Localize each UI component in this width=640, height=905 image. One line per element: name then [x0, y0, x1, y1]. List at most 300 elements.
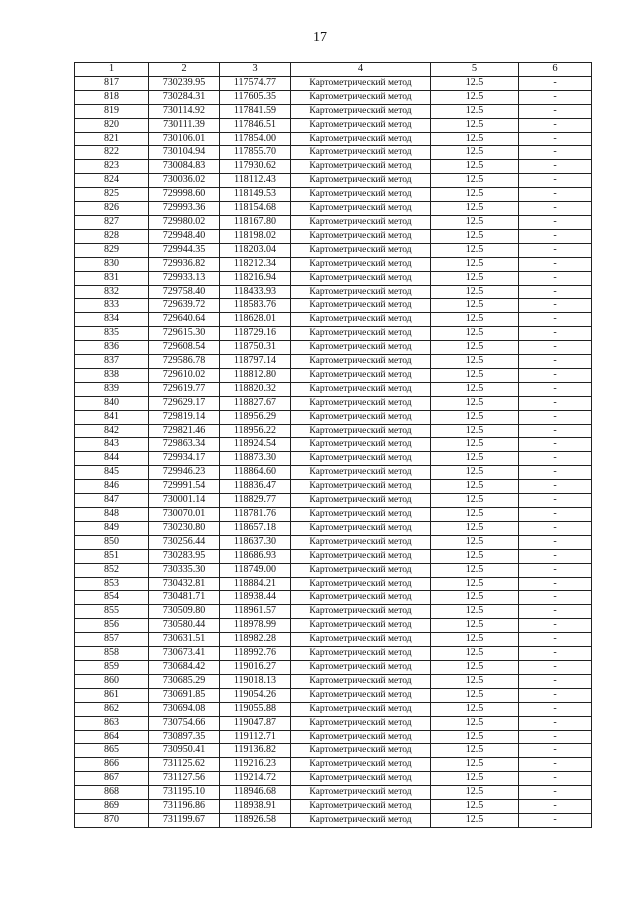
- method-cell: Картометрический метод: [291, 647, 431, 661]
- point-number-cell: 837: [75, 355, 149, 369]
- accuracy-cell: 12.5: [431, 494, 519, 508]
- y-coordinate-cell: 119216.23: [220, 758, 291, 772]
- point-number-cell: 851: [75, 549, 149, 563]
- x-coordinate-cell: 729998.60: [149, 188, 220, 202]
- note-cell: -: [519, 229, 592, 243]
- x-coordinate-cell: 730335.30: [149, 563, 220, 577]
- note-cell: -: [519, 215, 592, 229]
- note-cell: -: [519, 605, 592, 619]
- accuracy-cell: 12.5: [431, 730, 519, 744]
- y-coordinate-cell: 118686.93: [220, 549, 291, 563]
- y-coordinate-cell: 118982.28: [220, 633, 291, 647]
- x-coordinate-cell: 730036.02: [149, 174, 220, 188]
- note-cell: -: [519, 438, 592, 452]
- y-coordinate-cell: 119047.87: [220, 716, 291, 730]
- note-cell: -: [519, 160, 592, 174]
- point-number-cell: 831: [75, 271, 149, 285]
- accuracy-cell: 12.5: [431, 813, 519, 827]
- method-cell: Картометрический метод: [291, 466, 431, 480]
- method-cell: Картометрический метод: [291, 438, 431, 452]
- x-coordinate-cell: 730685.29: [149, 674, 220, 688]
- accuracy-cell: 12.5: [431, 368, 519, 382]
- accuracy-cell: 12.5: [431, 104, 519, 118]
- coordinates-table: [74, 62, 592, 828]
- method-cell: Картометрический метод: [291, 104, 431, 118]
- y-coordinate-cell: 119055.88: [220, 702, 291, 716]
- x-coordinate-cell: 729819.14: [149, 410, 220, 424]
- y-coordinate-cell: 118827.67: [220, 396, 291, 410]
- header-accuracy: 5: [431, 63, 519, 77]
- method-cell: Картометрический метод: [291, 786, 431, 800]
- table-row: [75, 688, 592, 702]
- method-cell: Картометрический метод: [291, 76, 431, 90]
- point-number-cell: 830: [75, 257, 149, 271]
- method-cell: Картометрический метод: [291, 215, 431, 229]
- method-cell: Картометрический метод: [291, 521, 431, 535]
- accuracy-cell: 12.5: [431, 438, 519, 452]
- x-coordinate-cell: 729936.82: [149, 257, 220, 271]
- point-number-cell: 832: [75, 285, 149, 299]
- x-coordinate-cell: 730001.14: [149, 494, 220, 508]
- point-number-cell: 854: [75, 591, 149, 605]
- x-coordinate-cell: 729608.54: [149, 341, 220, 355]
- x-coordinate-cell: 729586.78: [149, 355, 220, 369]
- point-number-cell: 855: [75, 605, 149, 619]
- x-coordinate-cell: 730509.80: [149, 605, 220, 619]
- x-coordinate-cell: 730432.81: [149, 577, 220, 591]
- accuracy-cell: 12.5: [431, 382, 519, 396]
- note-cell: -: [519, 563, 592, 577]
- method-cell: Картометрический метод: [291, 772, 431, 786]
- header-method: 4: [291, 63, 431, 77]
- point-number-cell: 843: [75, 438, 149, 452]
- x-coordinate-cell: 729639.72: [149, 299, 220, 313]
- table-row: [75, 132, 592, 146]
- y-coordinate-cell: 117854.00: [220, 132, 291, 146]
- header-note: 6: [519, 63, 592, 77]
- method-cell: Картометрический метод: [291, 243, 431, 257]
- y-coordinate-cell: 118938.44: [220, 591, 291, 605]
- note-cell: -: [519, 480, 592, 494]
- y-coordinate-cell: 118628.01: [220, 313, 291, 327]
- table-row: [75, 90, 592, 104]
- method-cell: Картометрический метод: [291, 327, 431, 341]
- note-cell: -: [519, 202, 592, 216]
- method-cell: Картометрический метод: [291, 299, 431, 313]
- table-row: [75, 577, 592, 591]
- table-row: [75, 327, 592, 341]
- note-cell: -: [519, 521, 592, 535]
- point-number-cell: 857: [75, 633, 149, 647]
- note-cell: -: [519, 257, 592, 271]
- accuracy-cell: 12.5: [431, 285, 519, 299]
- note-cell: -: [519, 118, 592, 132]
- y-coordinate-cell: 118637.30: [220, 535, 291, 549]
- note-cell: -: [519, 813, 592, 827]
- x-coordinate-cell: 730754.66: [149, 716, 220, 730]
- accuracy-cell: 12.5: [431, 229, 519, 243]
- table-row: [75, 424, 592, 438]
- point-number-cell: 841: [75, 410, 149, 424]
- table-row: [75, 605, 592, 619]
- x-coordinate-cell: 730239.95: [149, 76, 220, 90]
- accuracy-cell: 12.5: [431, 90, 519, 104]
- point-number-cell: 823: [75, 160, 149, 174]
- method-cell: Картометрический метод: [291, 90, 431, 104]
- x-coordinate-cell: 730481.71: [149, 591, 220, 605]
- point-number-cell: 827: [75, 215, 149, 229]
- y-coordinate-cell: 118956.29: [220, 410, 291, 424]
- point-number-cell: 844: [75, 452, 149, 466]
- note-cell: -: [519, 424, 592, 438]
- accuracy-cell: 12.5: [431, 313, 519, 327]
- x-coordinate-cell: 729640.64: [149, 313, 220, 327]
- table-row: [75, 396, 592, 410]
- point-number-cell: 820: [75, 118, 149, 132]
- table-header-row: [75, 63, 592, 77]
- y-coordinate-cell: 118956.22: [220, 424, 291, 438]
- table-body: [75, 76, 592, 827]
- table-row: [75, 800, 592, 814]
- point-number-cell: 818: [75, 90, 149, 104]
- point-number-cell: 838: [75, 368, 149, 382]
- note-cell: -: [519, 744, 592, 758]
- point-number-cell: 840: [75, 396, 149, 410]
- point-number-cell: 849: [75, 521, 149, 535]
- y-coordinate-cell: 119112.71: [220, 730, 291, 744]
- table-row: [75, 535, 592, 549]
- table-row: [75, 243, 592, 257]
- note-cell: -: [519, 549, 592, 563]
- y-coordinate-cell: 118729.16: [220, 327, 291, 341]
- x-coordinate-cell: 730256.44: [149, 535, 220, 549]
- method-cell: Картометрический метод: [291, 396, 431, 410]
- note-cell: -: [519, 786, 592, 800]
- method-cell: Картометрический метод: [291, 174, 431, 188]
- table-row: [75, 494, 592, 508]
- accuracy-cell: 12.5: [431, 772, 519, 786]
- table-row: [75, 202, 592, 216]
- x-coordinate-cell: 729991.54: [149, 480, 220, 494]
- x-coordinate-cell: 731125.62: [149, 758, 220, 772]
- y-coordinate-cell: 118216.94: [220, 271, 291, 285]
- y-coordinate-cell: 119018.13: [220, 674, 291, 688]
- method-cell: Картометрический метод: [291, 355, 431, 369]
- accuracy-cell: 12.5: [431, 257, 519, 271]
- x-coordinate-cell: 731195.10: [149, 786, 220, 800]
- accuracy-cell: 12.5: [431, 633, 519, 647]
- method-cell: Картометрический метод: [291, 577, 431, 591]
- note-cell: -: [519, 313, 592, 327]
- method-cell: Картометрический метод: [291, 118, 431, 132]
- x-coordinate-cell: 730673.41: [149, 647, 220, 661]
- table-row: [75, 563, 592, 577]
- x-coordinate-cell: 729610.02: [149, 368, 220, 382]
- method-cell: Картометрический метод: [291, 674, 431, 688]
- point-number-cell: 858: [75, 647, 149, 661]
- table-row: [75, 299, 592, 313]
- y-coordinate-cell: 118198.02: [220, 229, 291, 243]
- point-number-cell: 825: [75, 188, 149, 202]
- note-cell: -: [519, 660, 592, 674]
- y-coordinate-cell: 118873.30: [220, 452, 291, 466]
- y-coordinate-cell: 117605.35: [220, 90, 291, 104]
- point-number-cell: 853: [75, 577, 149, 591]
- accuracy-cell: 12.5: [431, 577, 519, 591]
- method-cell: Картометрический метод: [291, 146, 431, 160]
- header-x-coordinate: 2: [149, 63, 220, 77]
- x-coordinate-cell: 729993.36: [149, 202, 220, 216]
- y-coordinate-cell: 118781.76: [220, 508, 291, 522]
- note-cell: -: [519, 758, 592, 772]
- y-coordinate-cell: 118167.80: [220, 215, 291, 229]
- accuracy-cell: 12.5: [431, 508, 519, 522]
- accuracy-cell: 12.5: [431, 327, 519, 341]
- table-row: [75, 188, 592, 202]
- method-cell: Картометрический метод: [291, 368, 431, 382]
- point-number-cell: 826: [75, 202, 149, 216]
- method-cell: Картометрический метод: [291, 257, 431, 271]
- accuracy-cell: 12.5: [431, 410, 519, 424]
- y-coordinate-cell: 118203.04: [220, 243, 291, 257]
- point-number-cell: 819: [75, 104, 149, 118]
- accuracy-cell: 12.5: [431, 243, 519, 257]
- point-number-cell: 862: [75, 702, 149, 716]
- point-number-cell: 828: [75, 229, 149, 243]
- note-cell: -: [519, 647, 592, 661]
- y-coordinate-cell: 118978.99: [220, 619, 291, 633]
- accuracy-cell: 12.5: [431, 118, 519, 132]
- point-number-cell: 865: [75, 744, 149, 758]
- point-number-cell: 861: [75, 688, 149, 702]
- y-coordinate-cell: 119016.27: [220, 660, 291, 674]
- point-number-cell: 821: [75, 132, 149, 146]
- table-row: [75, 257, 592, 271]
- y-coordinate-cell: 118836.47: [220, 480, 291, 494]
- note-cell: -: [519, 410, 592, 424]
- method-cell: Картометрический метод: [291, 800, 431, 814]
- table-row: [75, 549, 592, 563]
- x-coordinate-cell: 730631.51: [149, 633, 220, 647]
- point-number-cell: 866: [75, 758, 149, 772]
- point-number-cell: 850: [75, 535, 149, 549]
- method-cell: Картометрический метод: [291, 452, 431, 466]
- note-cell: -: [519, 327, 592, 341]
- x-coordinate-cell: 730084.83: [149, 160, 220, 174]
- accuracy-cell: 12.5: [431, 674, 519, 688]
- method-cell: Картометрический метод: [291, 660, 431, 674]
- y-coordinate-cell: 118797.14: [220, 355, 291, 369]
- x-coordinate-cell: 729629.17: [149, 396, 220, 410]
- y-coordinate-cell: 118212.34: [220, 257, 291, 271]
- table-row: [75, 480, 592, 494]
- note-cell: -: [519, 76, 592, 90]
- table-row: [75, 438, 592, 452]
- y-coordinate-cell: 118829.77: [220, 494, 291, 508]
- x-coordinate-cell: 729933.13: [149, 271, 220, 285]
- x-coordinate-cell: 730111.39: [149, 118, 220, 132]
- x-coordinate-cell: 730694.08: [149, 702, 220, 716]
- accuracy-cell: 12.5: [431, 605, 519, 619]
- y-coordinate-cell: 118926.58: [220, 813, 291, 827]
- point-number-cell: 852: [75, 563, 149, 577]
- method-cell: Картометрический метод: [291, 382, 431, 396]
- method-cell: Картометрический метод: [291, 633, 431, 647]
- x-coordinate-cell: 730897.35: [149, 730, 220, 744]
- accuracy-cell: 12.5: [431, 619, 519, 633]
- accuracy-cell: 12.5: [431, 76, 519, 90]
- note-cell: -: [519, 730, 592, 744]
- method-cell: Картометрический метод: [291, 591, 431, 605]
- point-number-cell: 863: [75, 716, 149, 730]
- accuracy-cell: 12.5: [431, 563, 519, 577]
- y-coordinate-cell: 117855.70: [220, 146, 291, 160]
- point-number-cell: 839: [75, 382, 149, 396]
- note-cell: -: [519, 368, 592, 382]
- table-row: [75, 174, 592, 188]
- method-cell: Картометрический метод: [291, 508, 431, 522]
- point-number-cell: 842: [75, 424, 149, 438]
- table-row: [75, 285, 592, 299]
- point-number-cell: 867: [75, 772, 149, 786]
- note-cell: -: [519, 674, 592, 688]
- table-row: [75, 758, 592, 772]
- note-cell: -: [519, 716, 592, 730]
- x-coordinate-cell: 729944.35: [149, 243, 220, 257]
- y-coordinate-cell: 118750.31: [220, 341, 291, 355]
- accuracy-cell: 12.5: [431, 549, 519, 563]
- note-cell: -: [519, 146, 592, 160]
- x-coordinate-cell: 730230.80: [149, 521, 220, 535]
- point-number-cell: 817: [75, 76, 149, 90]
- accuracy-cell: 12.5: [431, 744, 519, 758]
- table-row: [75, 118, 592, 132]
- table-row: [75, 521, 592, 535]
- table-row: [75, 452, 592, 466]
- x-coordinate-cell: 731127.56: [149, 772, 220, 786]
- method-cell: Картометрический метод: [291, 132, 431, 146]
- method-cell: Картометрический метод: [291, 688, 431, 702]
- table-row: [75, 633, 592, 647]
- note-cell: -: [519, 619, 592, 633]
- point-number-cell: 845: [75, 466, 149, 480]
- table-row: [75, 786, 592, 800]
- table-row: [75, 215, 592, 229]
- note-cell: -: [519, 772, 592, 786]
- method-cell: Картометрический метод: [291, 229, 431, 243]
- accuracy-cell: 12.5: [431, 396, 519, 410]
- accuracy-cell: 12.5: [431, 716, 519, 730]
- table-row: [75, 466, 592, 480]
- table-row: [75, 730, 592, 744]
- table-row: [75, 382, 592, 396]
- table-row: [75, 702, 592, 716]
- header-point-number: 1: [75, 63, 149, 77]
- note-cell: -: [519, 90, 592, 104]
- method-cell: Картометрический метод: [291, 535, 431, 549]
- method-cell: Картометрический метод: [291, 202, 431, 216]
- table-row: [75, 647, 592, 661]
- y-coordinate-cell: 118812.80: [220, 368, 291, 382]
- note-cell: -: [519, 508, 592, 522]
- point-number-cell: 822: [75, 146, 149, 160]
- x-coordinate-cell: 729758.40: [149, 285, 220, 299]
- accuracy-cell: 12.5: [431, 591, 519, 605]
- accuracy-cell: 12.5: [431, 647, 519, 661]
- y-coordinate-cell: 118657.18: [220, 521, 291, 535]
- x-coordinate-cell: 730070.01: [149, 508, 220, 522]
- point-number-cell: 848: [75, 508, 149, 522]
- x-coordinate-cell: 730684.42: [149, 660, 220, 674]
- table-row: [75, 146, 592, 160]
- accuracy-cell: 12.5: [431, 355, 519, 369]
- method-cell: Картометрический метод: [291, 549, 431, 563]
- table-row: [75, 508, 592, 522]
- note-cell: -: [519, 243, 592, 257]
- x-coordinate-cell: 730283.95: [149, 549, 220, 563]
- table-row: [75, 674, 592, 688]
- note-cell: -: [519, 382, 592, 396]
- method-cell: Картометрический метод: [291, 744, 431, 758]
- y-coordinate-cell: 118749.00: [220, 563, 291, 577]
- table-row: [75, 341, 592, 355]
- x-coordinate-cell: 730104.94: [149, 146, 220, 160]
- method-cell: Картометрический метод: [291, 758, 431, 772]
- table-row: [75, 813, 592, 827]
- table-row: [75, 744, 592, 758]
- y-coordinate-cell: 118433.93: [220, 285, 291, 299]
- y-coordinate-cell: 118884.21: [220, 577, 291, 591]
- note-cell: -: [519, 104, 592, 118]
- method-cell: Картометрический метод: [291, 716, 431, 730]
- note-cell: -: [519, 174, 592, 188]
- note-cell: -: [519, 188, 592, 202]
- x-coordinate-cell: 729619.77: [149, 382, 220, 396]
- point-number-cell: 836: [75, 341, 149, 355]
- y-coordinate-cell: 117930.62: [220, 160, 291, 174]
- point-number-cell: 829: [75, 243, 149, 257]
- method-cell: Картометрический метод: [291, 605, 431, 619]
- note-cell: -: [519, 591, 592, 605]
- table-row: [75, 313, 592, 327]
- accuracy-cell: 12.5: [431, 535, 519, 549]
- note-cell: -: [519, 577, 592, 591]
- method-cell: Картометрический метод: [291, 702, 431, 716]
- x-coordinate-cell: 730114.92: [149, 104, 220, 118]
- x-coordinate-cell: 730106.01: [149, 132, 220, 146]
- y-coordinate-cell: 117574.77: [220, 76, 291, 90]
- point-number-cell: 868: [75, 786, 149, 800]
- accuracy-cell: 12.5: [431, 452, 519, 466]
- accuracy-cell: 12.5: [431, 132, 519, 146]
- accuracy-cell: 12.5: [431, 758, 519, 772]
- page-number: 17: [313, 30, 327, 45]
- accuracy-cell: 12.5: [431, 521, 519, 535]
- accuracy-cell: 12.5: [431, 146, 519, 160]
- x-coordinate-cell: 729615.30: [149, 327, 220, 341]
- accuracy-cell: 12.5: [431, 215, 519, 229]
- table-row: [75, 229, 592, 243]
- method-cell: Картометрический метод: [291, 160, 431, 174]
- method-cell: Картометрический метод: [291, 341, 431, 355]
- method-cell: Картометрический метод: [291, 188, 431, 202]
- accuracy-cell: 12.5: [431, 480, 519, 494]
- y-coordinate-cell: 118820.32: [220, 382, 291, 396]
- method-cell: Картометрический метод: [291, 424, 431, 438]
- accuracy-cell: 12.5: [431, 174, 519, 188]
- method-cell: Картометрический метод: [291, 813, 431, 827]
- x-coordinate-cell: 729821.46: [149, 424, 220, 438]
